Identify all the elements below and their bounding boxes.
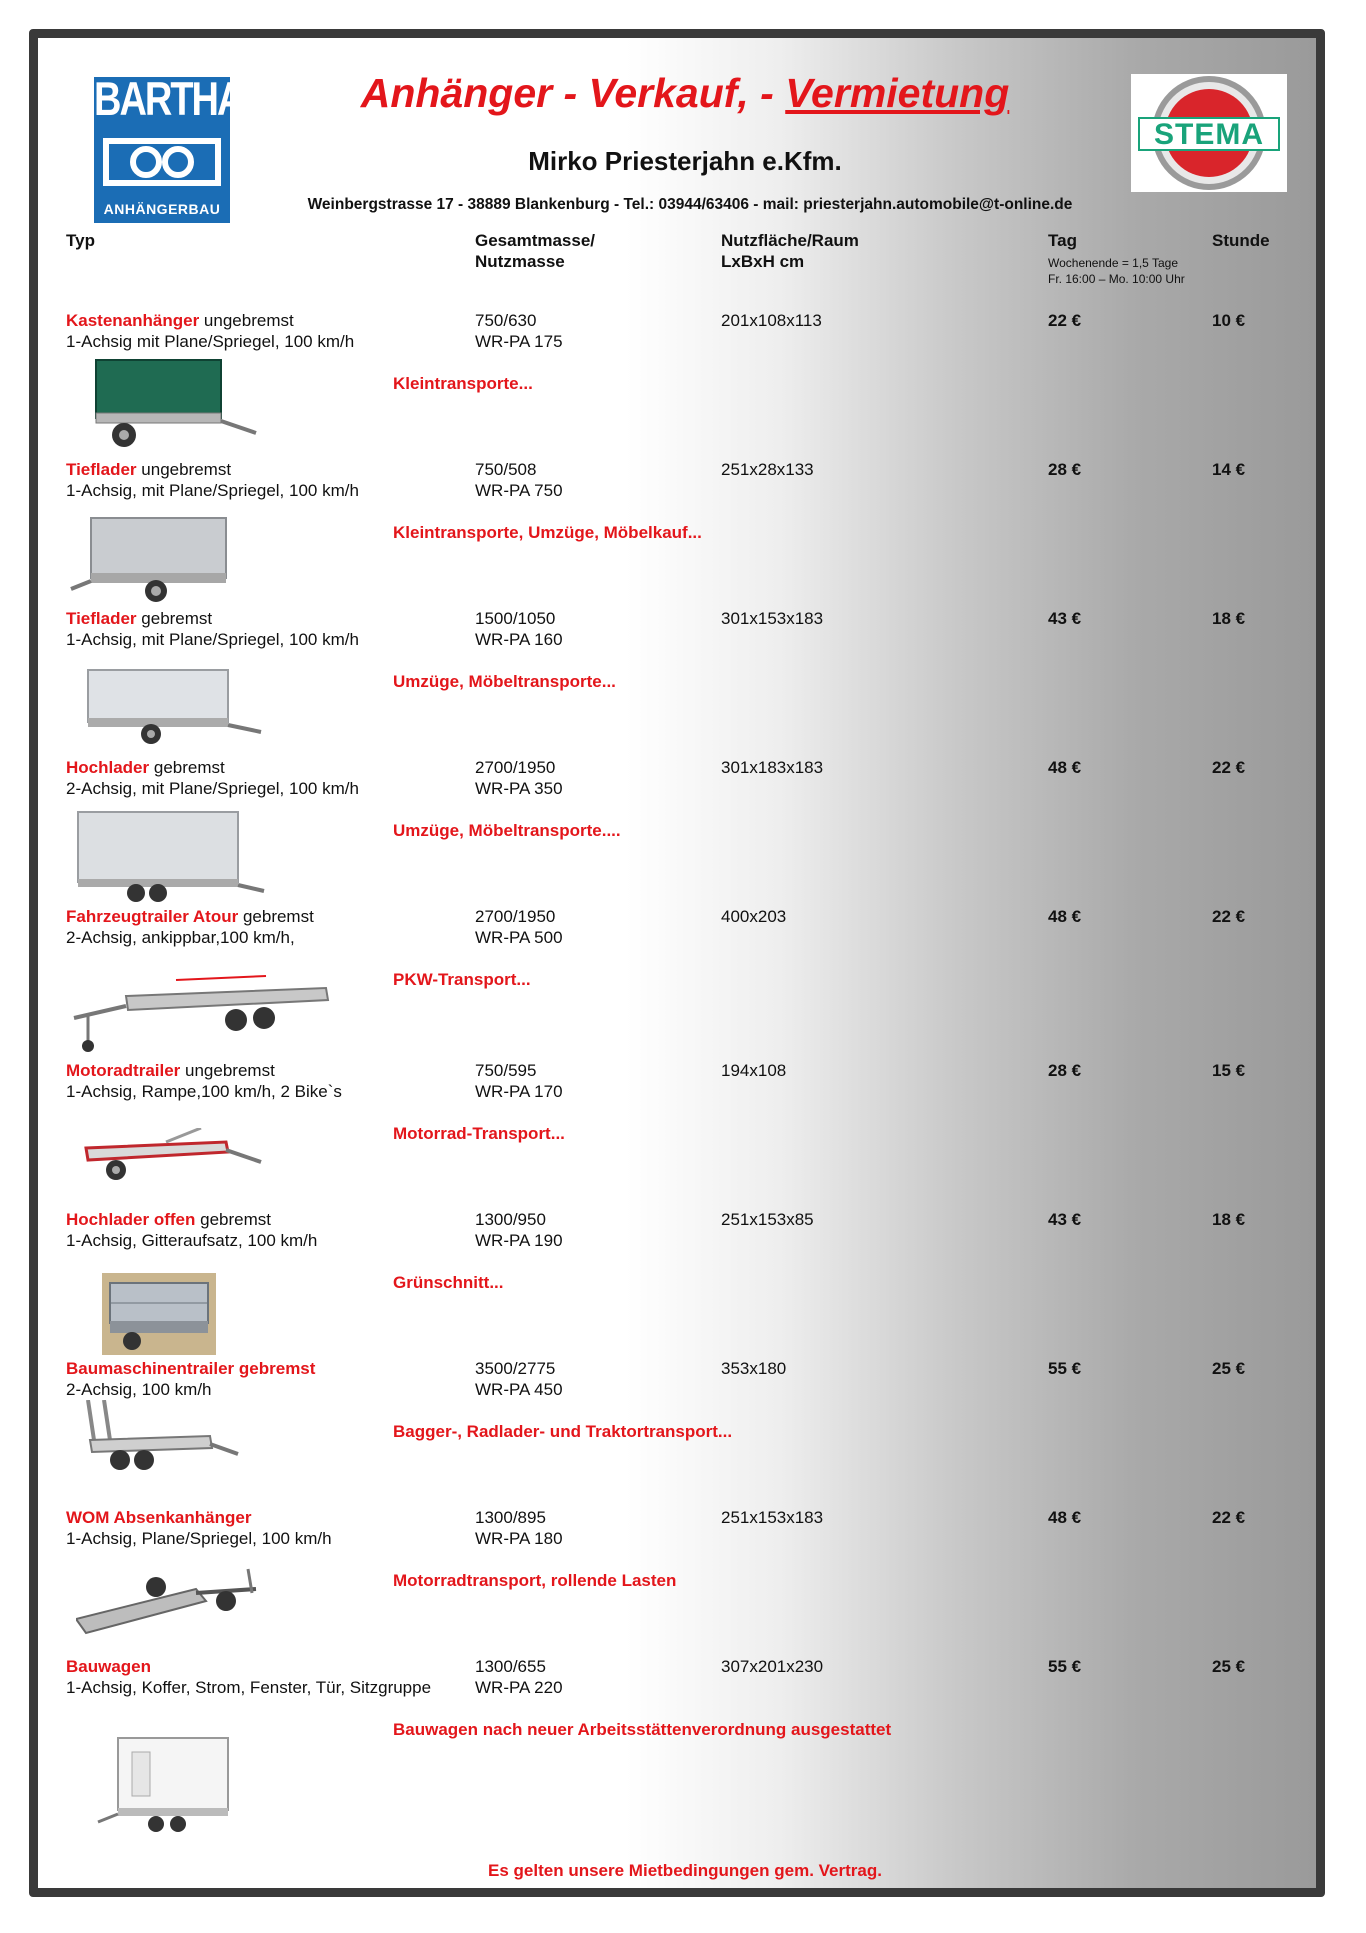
barthau-logo <box>94 73 268 223</box>
column-header-masse-line2: Nutzmasse <box>475 252 565 271</box>
low-trailer-icon <box>66 513 266 613</box>
item-dimensions: 301x153x183 <box>721 609 824 628</box>
item-dimensions: 307x201x230 <box>721 1657 824 1676</box>
item-wrpa: WR-PA 170 <box>475 1082 563 1101</box>
item-dimensions: 301x183x183 <box>721 758 824 777</box>
item-type: Kastenanhänger <box>66 311 200 330</box>
item-wrpa: WR-PA 500 <box>475 928 563 947</box>
item-name <box>66 1060 275 1081</box>
car-trailer-icon <box>66 966 336 1056</box>
item-type: Fahrzeugtrailer Atour <box>66 907 239 926</box>
item-price-hour: 15 € <box>1212 1061 1246 1080</box>
item-usage-note: Kleintransporte, Umzüge, Möbelkauf... <box>393 523 702 542</box>
weekend-note <box>1048 255 1185 287</box>
item-wrpa: WR-PA 190 <box>475 1231 563 1250</box>
item-price-day: 43 € <box>1048 609 1082 628</box>
company-name: Mirko Priesterjahn e.Kfm. <box>528 146 842 176</box>
item-usage-note: Motorradtransport, rollende Lasten <box>393 1571 677 1590</box>
item-dimensions: 251x153x183 <box>721 1508 824 1527</box>
item-mass: 2700/1950 <box>475 907 556 926</box>
item-price-day: 28 € <box>1048 1061 1082 1080</box>
column-header-tag: Tag <box>1048 231 1077 250</box>
item-mass: 1300/950 <box>475 1210 546 1229</box>
item-dimensions: 201x108x113 <box>721 311 822 330</box>
title-part-rental: Vermietung <box>785 70 1010 116</box>
footer-note: Es gelten unsere Mietbedingungen gem. Vertrag. <box>488 1861 882 1880</box>
item-brake: gebremst <box>149 758 225 777</box>
item-usage-note: Umzüge, Möbeltransporte... <box>393 672 616 691</box>
item-mass: 750/508 <box>475 460 537 479</box>
construction-trailer-icon <box>96 1730 236 1840</box>
item-type: Motoradtrailer <box>66 1061 181 1080</box>
column-header-flaeche-line2: LxBxH cm <box>721 252 805 271</box>
mesh-trailer-icon <box>102 1273 216 1355</box>
item-mass: 750/630 <box>475 311 537 330</box>
item-price-day: 22 € <box>1048 311 1082 330</box>
item-description: 1-Achsig, Rampe,100 km/h, 2 Bike`s <box>66 1082 342 1101</box>
column-header-flaeche <box>721 230 859 272</box>
stema-logo <box>1131 74 1287 192</box>
item-usage-note: Umzüge, Möbeltransporte.... <box>393 821 621 840</box>
item-wrpa: WR-PA 450 <box>475 1380 563 1399</box>
item-price-day: 28 € <box>1048 460 1082 479</box>
item-type: Hochlader <box>66 758 150 777</box>
item-price-day: 55 € <box>1048 1359 1082 1378</box>
item-usage-note: Grünschnitt... <box>393 1273 504 1292</box>
item-mass: 1500/1050 <box>475 609 556 628</box>
item-name <box>66 906 314 927</box>
item-price-day: 48 € <box>1048 758 1082 777</box>
item-dimensions: 251x28x133 <box>721 460 814 479</box>
item-type: Tieflader <box>66 609 137 628</box>
item-description: 1-Achsig, Koffer, Strom, Fenster, Tür, Sitzgruppe <box>66 1678 432 1697</box>
item-description: 1-Achsig, Gitteraufsatz, 100 km/h <box>66 1231 318 1250</box>
item-type: Baumaschinentrailer gebremst <box>66 1359 316 1378</box>
item-name <box>66 310 294 331</box>
item-price-day: 55 € <box>1048 1657 1082 1676</box>
item-mass: 3500/2775 <box>475 1359 556 1378</box>
high-trailer-icon <box>66 807 266 907</box>
trailer-wheels-icon <box>102 137 222 187</box>
item-type: Hochlader offen <box>66 1210 196 1229</box>
stema-logo-text: STEMA <box>1154 118 1264 151</box>
item-description: 2-Achsig, ankippbar,100 km/h, <box>66 928 295 947</box>
item-dimensions: 194x108 <box>721 1061 787 1080</box>
item-price-hour: 18 € <box>1212 1210 1246 1229</box>
item-name <box>66 1209 271 1230</box>
item-usage-note: Kleintransporte... <box>393 374 533 393</box>
item-mass: 750/595 <box>475 1061 537 1080</box>
barthau-logo-text: BARTHAU <box>94 73 268 127</box>
item-usage-note: PKW-Transport... <box>393 970 531 989</box>
lowering-trailer-icon <box>76 1559 266 1649</box>
item-description: 1-Achsig mit Plane/Spriegel, 100 km/h <box>66 332 355 351</box>
item-dimensions: 400x203 <box>721 907 787 926</box>
motorbike-trailer-icon <box>66 1128 266 1198</box>
item-type: WOM Absenkanhänger <box>66 1508 252 1527</box>
item-name <box>66 757 225 778</box>
item-price-hour: 14 € <box>1212 460 1246 479</box>
item-price-day: 43 € <box>1048 1210 1082 1229</box>
item-wrpa: WR-PA 175 <box>475 332 563 351</box>
weekend-note-line2: Fr. 16:00 – Mo. 10:00 Uhr <box>1048 272 1185 286</box>
item-price-hour: 10 € <box>1212 311 1246 330</box>
item-brake: gebremst <box>195 1210 271 1229</box>
column-header-stunde: Stunde <box>1212 231 1270 250</box>
machine-trailer-icon <box>80 1400 240 1480</box>
item-wrpa: WR-PA 180 <box>475 1529 563 1548</box>
item-price-day: 48 € <box>1048 1508 1082 1527</box>
box-trailer-icon <box>66 355 266 455</box>
item-mass: 1300/895 <box>475 1508 546 1527</box>
item-type: Bauwagen <box>66 1657 152 1676</box>
item-usage-note: Motorrad-Transport... <box>393 1124 565 1143</box>
item-wrpa: WR-PA 220 <box>475 1678 563 1697</box>
column-header-masse <box>475 230 595 272</box>
column-header-flaeche-line1: Nutzfläche/Raum <box>721 231 859 250</box>
item-type: Tieflader <box>66 460 137 479</box>
item-wrpa: WR-PA 350 <box>475 779 563 798</box>
item-usage-note: Bauwagen nach neuer Arbeitsstättenverordnung ausgestattet <box>393 1720 892 1739</box>
item-price-hour: 22 € <box>1212 1508 1246 1527</box>
column-header-typ: Typ <box>66 231 95 250</box>
title-part-sale: Anhänger - Verkauf, - <box>360 70 786 116</box>
item-description: 2-Achsig, mit Plane/Spriegel, 100 km/h <box>66 779 359 798</box>
item-brake: ungebremst <box>199 311 294 330</box>
item-description: 1-Achsig, mit Plane/Spriegel, 100 km/h <box>66 481 359 500</box>
item-name <box>66 608 212 629</box>
item-name <box>66 459 231 480</box>
item-usage-note: Bagger-, Radlader- und Traktortransport... <box>393 1422 733 1441</box>
item-description: 1-Achsig, mit Plane/Spriegel, 100 km/h <box>66 630 359 649</box>
item-brake: ungebremst <box>180 1061 275 1080</box>
item-description: 2-Achsig, 100 km/h <box>66 1380 212 1399</box>
item-price-hour: 25 € <box>1212 1657 1246 1676</box>
item-brake: gebremst <box>136 609 213 628</box>
item-dimensions: 251x153x85 <box>721 1210 814 1229</box>
weekend-note-line1: Wochenende = 1,5 Tage <box>1048 256 1178 270</box>
item-name <box>66 1507 251 1528</box>
item-wrpa: WR-PA 160 <box>475 630 563 649</box>
item-name <box>66 1358 315 1379</box>
item-name <box>66 1656 151 1677</box>
braked-trailer-icon <box>66 662 266 752</box>
item-price-hour: 18 € <box>1212 609 1246 628</box>
item-mass: 2700/1950 <box>475 758 556 777</box>
item-brake: gebremst <box>238 907 314 926</box>
item-price-day: 48 € <box>1048 907 1082 926</box>
column-header-masse-line1: Gesamtmasse/ <box>475 231 596 250</box>
item-wrpa: WR-PA 750 <box>475 481 563 500</box>
item-price-hour: 25 € <box>1212 1359 1246 1378</box>
item-description: 1-Achsig, Plane/Spriegel, 100 km/h <box>66 1529 332 1548</box>
item-mass: 1300/655 <box>475 1657 546 1676</box>
item-dimensions: 353x180 <box>721 1359 787 1378</box>
barthau-logo-subtitle: ANHÄNGERBAU <box>103 201 221 217</box>
item-price-hour: 22 € <box>1212 907 1246 926</box>
company-address: Weinbergstrasse 17 - 38889 Blankenburg - Tel.: 03944/63406 - mail: priesterjahn.automobile@t-online.de <box>307 196 1073 213</box>
item-price-hour: 22 € <box>1212 758 1246 777</box>
item-brake: ungebremst <box>136 460 232 479</box>
page-title <box>250 70 1120 117</box>
